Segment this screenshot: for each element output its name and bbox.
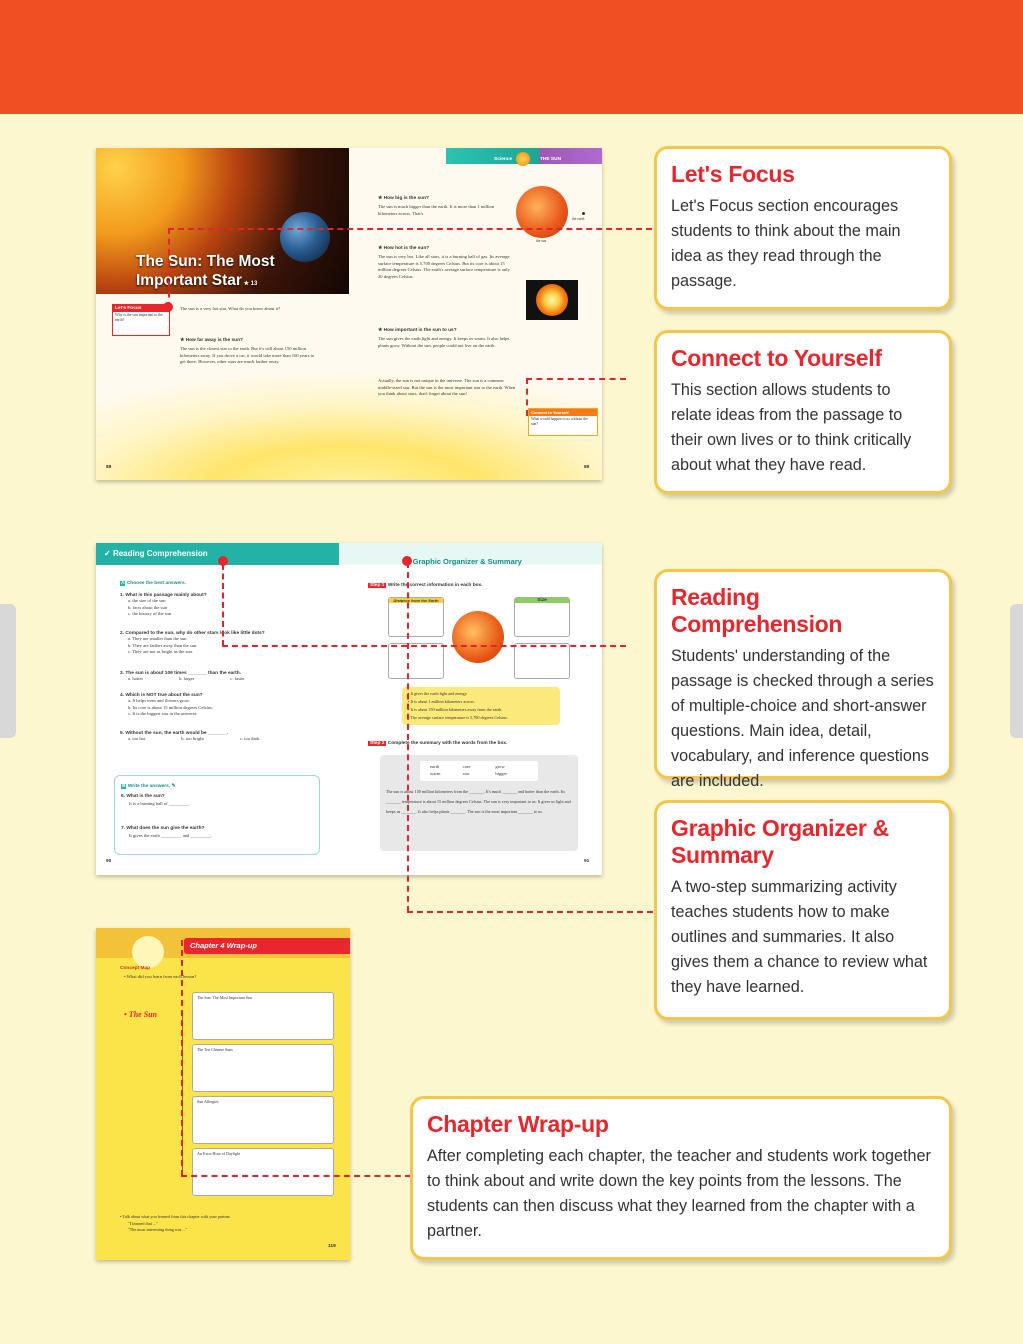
talk-prompt: • Talk about what you learned from this chapter with your partner. "I learned that ..." "The most interesting thing was ..."	[120, 1214, 231, 1233]
connector-lets-focus-drop	[168, 228, 170, 308]
map-box-3: Sun Allergies	[192, 1096, 334, 1144]
reading-comp-title: ✓ Reading Comprehension	[104, 549, 208, 558]
connect-mini: Connect to Yourself What would happen to us without the sun?	[528, 408, 598, 436]
earth-dot	[582, 212, 585, 215]
concept-map-label: Concept Map	[120, 966, 151, 971]
map-box-4: An Extra Hour of Daylight	[192, 1148, 334, 1196]
marker-dot-focus	[163, 302, 173, 312]
earth-image	[280, 212, 330, 262]
graphic-org-title: Graphic Organizer & Summary	[412, 557, 522, 566]
q-far: ★ How far away is the sun?	[180, 338, 243, 343]
summary-box: earth core grow warm star bigger The sun is about 150 million kilometers from the _______. It's much _______ and hotter than the earth. Its _______ temperature is about 15 million degrees Celsius. The sun is very important to us. It gives us light and keeps us _______. It also helps plants _______. The sun is the most important _______ to us.	[380, 755, 578, 851]
section-a-label: A Choose the best answers.	[121, 581, 186, 586]
connector-connect-h	[526, 378, 626, 380]
callout-lets-focus	[654, 146, 952, 310]
word-box: earth core grow warm star bigger	[420, 761, 538, 781]
label-the-sun: the sun	[536, 239, 547, 243]
callout-connect-title: Connect to Yourself	[671, 345, 882, 371]
connector-reading-h	[222, 645, 626, 647]
connector-reading-v	[222, 564, 224, 646]
page-91: 91	[584, 859, 590, 864]
q-big: ★ How big is the sun?	[378, 196, 429, 201]
connector-lets-focus	[168, 228, 652, 230]
connector-graphic-v	[407, 562, 409, 912]
p-actually: Actually, the sun is not unique in the universe. The sun is a common middle-sized star. But the sun is the most important star to the earth. When you think about stars, don't forget about the sun!	[378, 378, 516, 397]
map-box-1: The Sun: The Most Important Star	[192, 992, 334, 1040]
spread1-title: The Sun: The Most Important Star ★ 13	[136, 253, 275, 289]
lets-focus-mini: Let's Focus Why is the sun important to the earth?	[112, 304, 170, 336]
step2-instruction: Step 2 Complete the summary with the words from the box.	[370, 741, 508, 746]
callout-graphic-title: Graphic Organizer & Summary	[671, 815, 889, 868]
callout-wrapup-title: Chapter Wrap-up	[427, 1111, 609, 1137]
organizer-sun-image	[452, 611, 504, 663]
callout-connect	[654, 330, 952, 494]
tab-topic: THE SUN	[540, 157, 562, 162]
section-b-box: B Write the answers. ✎ 6. What is the sun? It is a burning ball of _________. 7. What does the sun give the earth? It gives the earth _________ and _________.	[114, 775, 320, 855]
page-119: 119	[328, 1244, 336, 1249]
question-list: 1. What is this passage mainly about? a. the size of the sun b. facts about the sun c. the history of the sun 2. Compared to the sun, why do other stars look like little dots? a. They are smaller than the sun. b. They are farther away than the sun. c. They are not as bright as the sun. 3. The sun is about 109 times _______ than the earth. a. hotter b. larger c. faster 4. Which is NOT true about the sun? a. It helps trees and flowers grow. b. Its core is about 15 million degrees Celsius. c. It is the biggest star in the universe. 5. Without the sun, the earth would be _______. a. too hot b. too bright c. too dark	[120, 593, 265, 741]
q-important: ★ How important is the sun to us?	[378, 328, 457, 333]
facts-box: • It gives the earth light and energy. • It is about 1 million kilometers across. • It is about 150 million kilometers away from the earth. • The average surface temperature is 5,700 degrees Celsius.	[402, 687, 560, 725]
spread-comprehension	[96, 543, 602, 875]
tab-sun-icon	[516, 152, 530, 166]
sun-diagram	[516, 186, 568, 238]
callout-reading	[654, 569, 952, 790]
connector-connect-v	[526, 378, 528, 416]
page-90: 90	[106, 859, 112, 864]
distance-box: Distance from the Earth	[388, 597, 444, 637]
callout-wrapup	[410, 1096, 952, 1260]
marker-dot-reading	[218, 556, 228, 566]
spread-wrapup	[96, 928, 350, 1260]
sun-photo	[96, 148, 349, 294]
marker-dot-graphic	[402, 556, 412, 566]
callout-reading-title: Reading Comprehension	[671, 584, 843, 637]
map-bracket	[182, 1014, 193, 1174]
tab-science: Science	[494, 157, 513, 162]
label-the-earth: the earth	[572, 217, 585, 221]
page-89: 89	[584, 465, 590, 470]
p-hot: The sun is very hot. Like all stars, it is a burning ball of gas. Its average surface temperature is 5,700 degrees Celsius. But its core is about 15 million degrees Celsius. The earth's average surface temperature is only 20 degrees Celsius.	[378, 254, 510, 279]
p-important: The sun gives the earth light and energy. It keeps us warm. It also helps plants grow. Without the sun, people could not live on the earth.	[378, 336, 510, 348]
blank-box-right	[514, 643, 570, 679]
header-bar	[0, 0, 1023, 114]
callout-lets-focus-body: Let's Focus section encourages students to think about the main idea as they read through the passage.	[671, 197, 901, 290]
q-hot: ★ How hot is the sun?	[378, 246, 430, 251]
callout-connect-body: This section allows students to relate ideas from the passage to their own lives or to think critically about what they have read.	[671, 381, 912, 474]
callout-graphic-body: A two-step summarizing activity teaches students how to make outlines and summaries. It also gives them a chance to review what they have learned.	[671, 878, 928, 996]
callout-lets-focus-title: Let's Focus	[671, 161, 795, 187]
callout-graphic	[654, 800, 952, 1020]
p-far: The sun is the closest star to the earth. But it's still about 150 million kilometers away. If you drove a car, it would take more than 160 years to get there. However, other stars are much farther away.	[180, 346, 315, 365]
next-page-handle[interactable]	[1010, 604, 1023, 738]
callout-reading-body: Students' understanding of the passage is checked through a series of multiple-choice and short-answer questions. Main idea, detail, vocabulary, and inference questions are included.	[671, 647, 934, 790]
size-box: Size	[514, 597, 570, 637]
sun-core-diagram	[526, 280, 578, 320]
step1-instruction: Step 1 Write the correct information in each box.	[370, 583, 483, 588]
wrapup-header: Chapter 4 Wrap-up	[184, 938, 350, 954]
callout-wrapup-body: After completing each chapter, the teacher and students work together to think about and write down the key points from the lessons. The students can then discuss what they learned from the chapter with a partner.	[427, 1147, 931, 1240]
concept-map-question: • What did you learn from each lesson?	[124, 974, 197, 979]
intro-text: The sun is a very hot star. What do you know about it?	[180, 306, 281, 311]
p-big: The sun is much bigger than the earth. It is more than 1 million kilometers across. That's	[378, 204, 495, 216]
connector-graphic-h	[407, 911, 653, 913]
map-box-2: The Ten Chinese Suns	[192, 1044, 334, 1092]
connector-wrapup-v	[181, 940, 183, 1176]
prev-page-handle[interactable]	[0, 604, 16, 738]
connector-wrapup-h	[181, 1175, 411, 1177]
page-88: 88	[106, 465, 112, 470]
spread-the-sun	[96, 148, 602, 480]
blank-box-left	[388, 643, 444, 679]
the-sun-label: • The Sun	[124, 1010, 158, 1019]
